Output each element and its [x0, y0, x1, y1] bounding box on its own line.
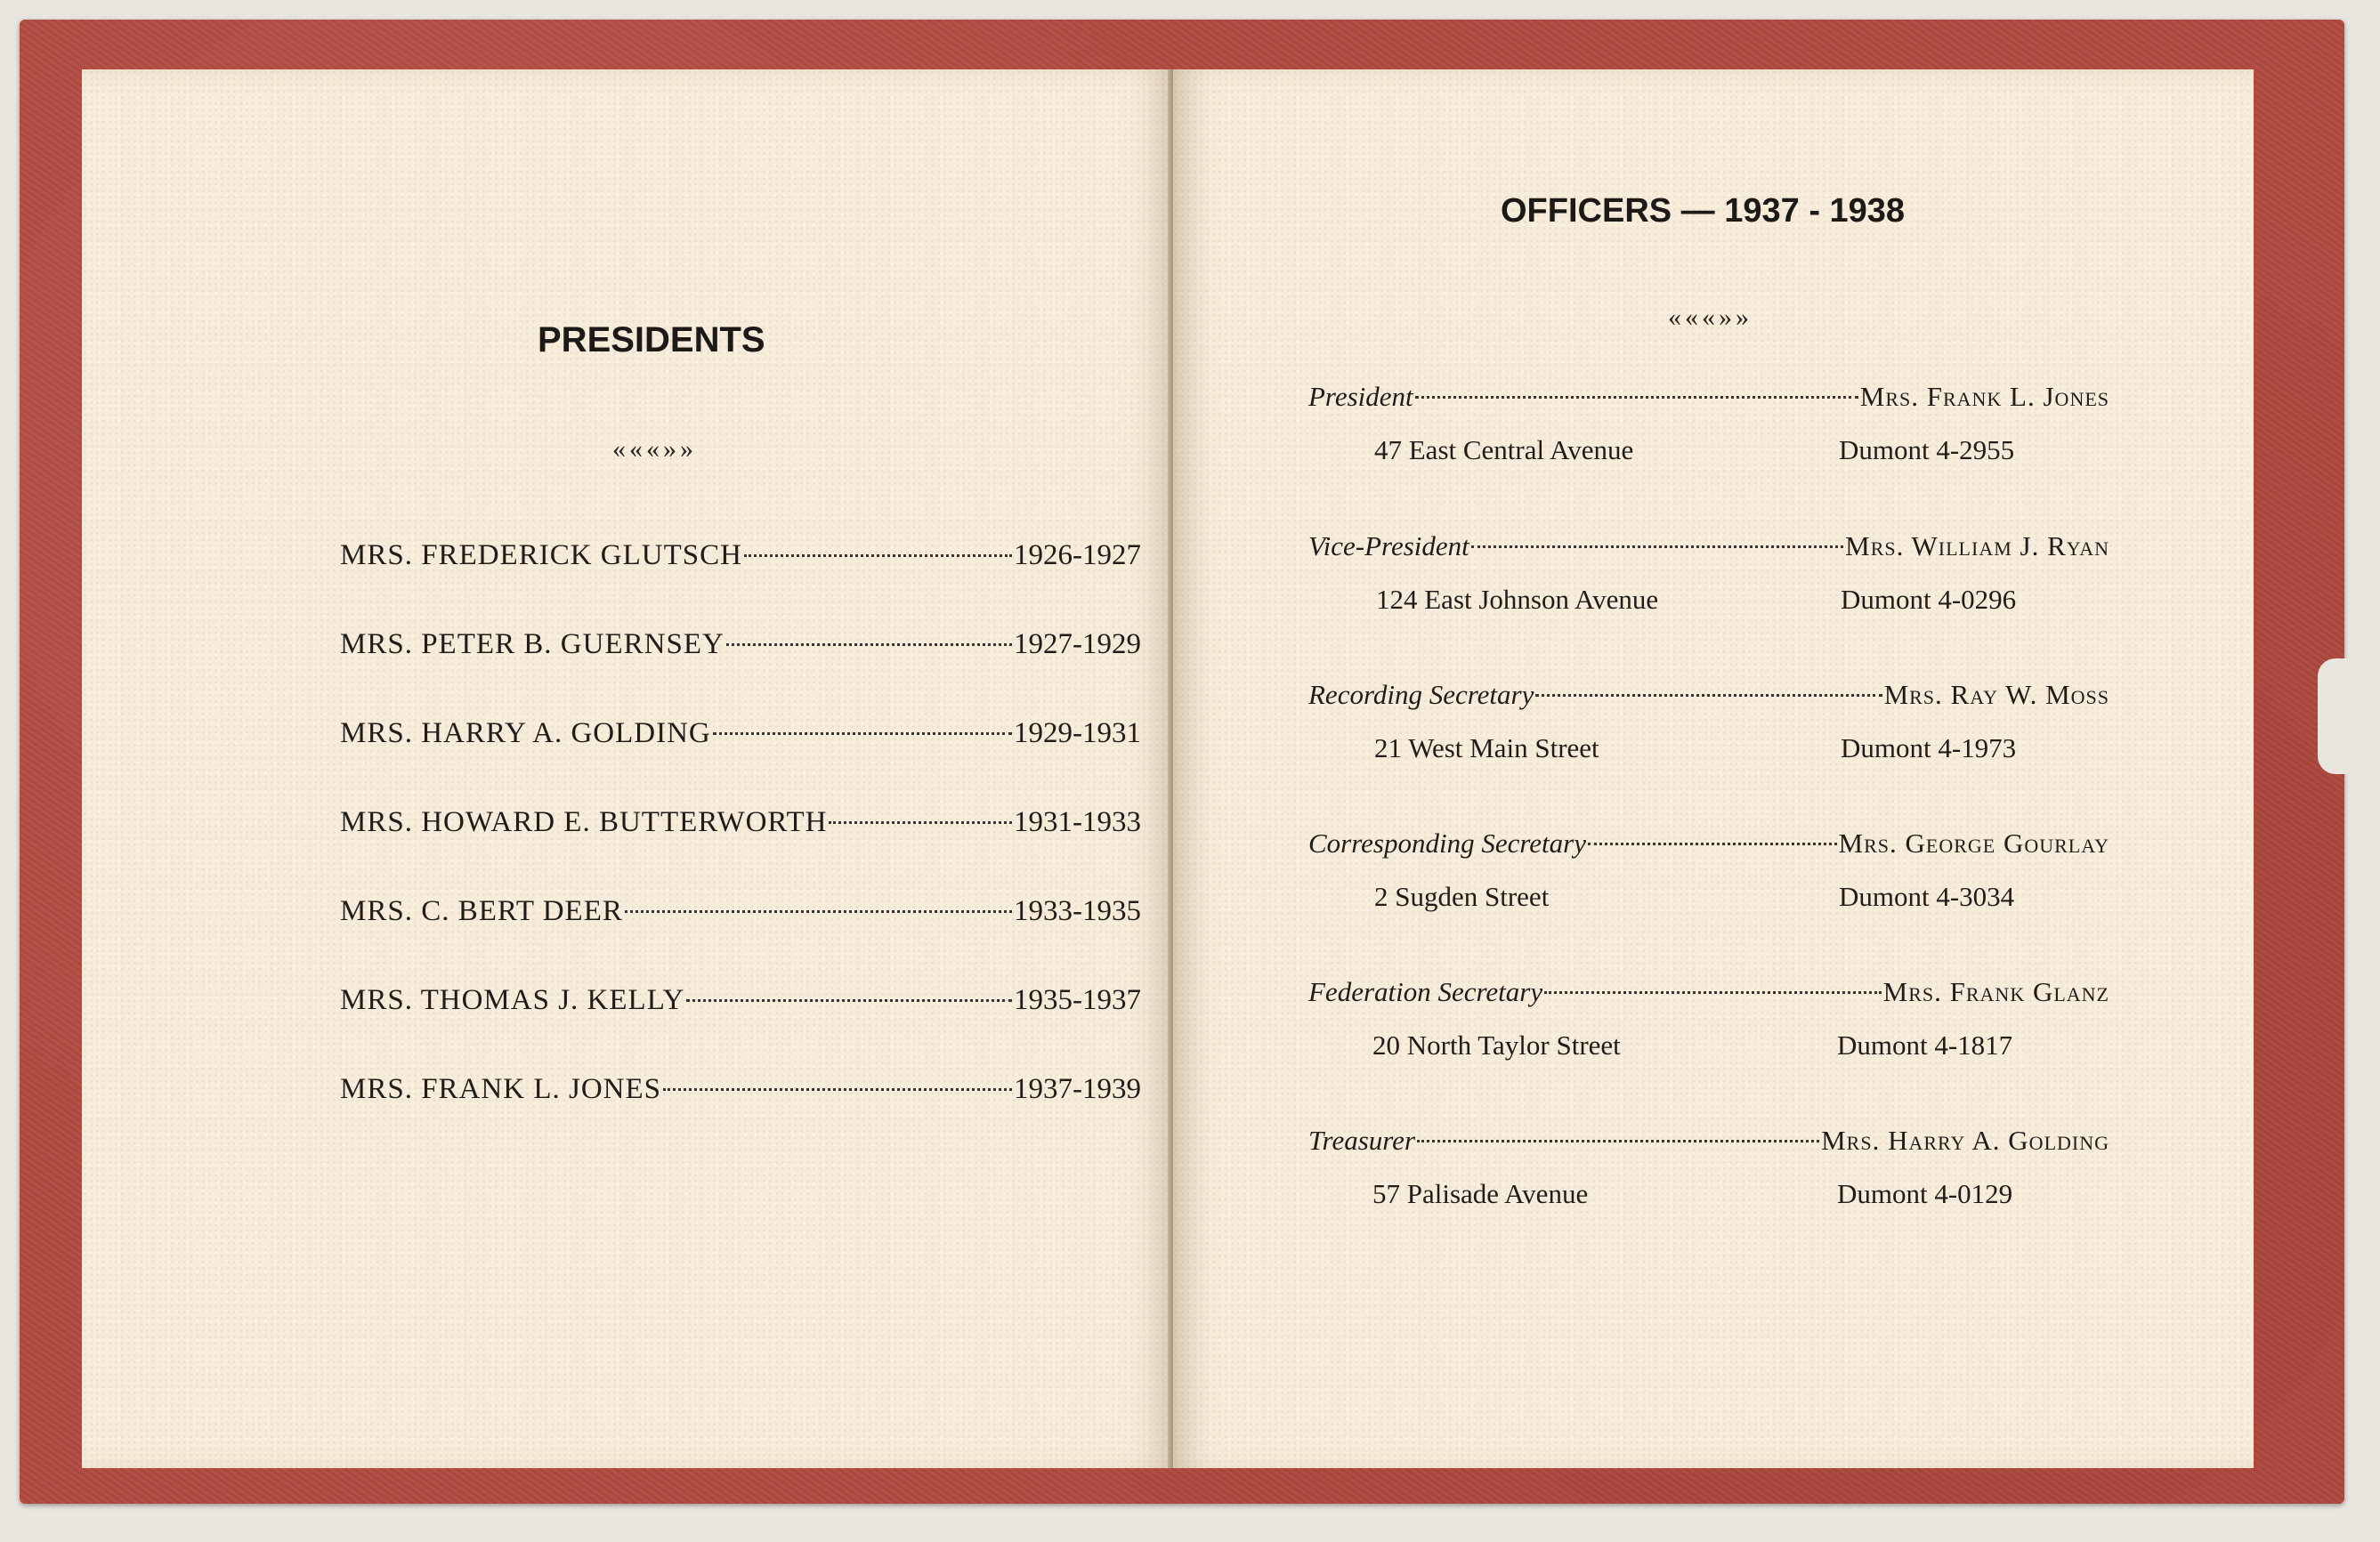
officer-row: [1308, 530, 2109, 569]
cover-notch: [2318, 658, 2353, 774]
president-row: [340, 1073, 1141, 1118]
officer-row: [1308, 976, 2109, 1015]
president-years: 1929-1931: [1014, 717, 1141, 749]
presidents-title: PRESIDENTS: [538, 320, 765, 359]
dot-leader: [829, 821, 1012, 824]
officer-phone: Dumont 4-1817: [1837, 1029, 2013, 1061]
officer-row: [1308, 1125, 2109, 1164]
president-years: 1927-1929: [1014, 628, 1141, 660]
dot-leader: [1471, 545, 1843, 548]
officers-title: OFFICERS — 1937 - 1938: [1501, 192, 1906, 230]
officer-address: 21 West Main Street: [1374, 732, 1599, 763]
dot-leader: [663, 1088, 1012, 1091]
president-name: MRS. C. BERT DEER: [340, 895, 623, 927]
officer-title: Recording Secretary: [1308, 679, 1534, 710]
president-row: [340, 539, 1141, 584]
dot-leader: [713, 732, 1012, 735]
officer-address: 2 Sugden Street: [1374, 881, 1550, 912]
officer-row: [1308, 381, 2109, 420]
officer-address: 57 Palisade Avenue: [1372, 1178, 1589, 1209]
dot-leader: [625, 910, 1012, 913]
officer-row: [1308, 828, 2109, 867]
officer-name: Mrs. Harry A. Golding: [1821, 1125, 2109, 1156]
left-ornament: «««»»: [612, 434, 697, 464]
dot-leader: [1544, 991, 1882, 994]
right-ornament: «««»»: [1668, 303, 1753, 332]
left-page: [82, 69, 1173, 1468]
dot-leader: [1415, 396, 1858, 399]
president-row: [340, 717, 1141, 762]
officer-title: Vice-President: [1308, 530, 1469, 561]
officer-name: Mrs. Frank Glanz: [1882, 976, 2109, 1007]
president-years: 1926-1927: [1014, 539, 1141, 571]
officer-name: Mrs. Frank L. Jones: [1859, 381, 2109, 412]
officer-title: President: [1308, 381, 1413, 412]
president-years: 1935-1937: [1014, 984, 1141, 1016]
president-row: [340, 628, 1141, 673]
president-years: 1931-1933: [1014, 806, 1141, 838]
officer-title: Corresponding Secretary: [1308, 828, 1586, 859]
officer-address: 47 East Central Avenue: [1374, 434, 1634, 465]
officer-row: [1308, 679, 2109, 718]
officer-title: Federation Secretary: [1308, 976, 1543, 1007]
president-name: MRS. THOMAS J. KELLY: [340, 984, 685, 1016]
officer-name: Mrs. George Gourlay: [1838, 828, 2109, 859]
president-years: 1933-1935: [1014, 895, 1141, 927]
officer-phone: Dumont 4-2955: [1839, 434, 2015, 465]
dot-leader: [1417, 1140, 1819, 1142]
dot-leader: [1535, 694, 1882, 697]
officer-address: 124 East Johnson Avenue: [1376, 584, 1659, 615]
dot-leader: [726, 643, 1012, 646]
officer-name: Mrs. William J. Ryan: [1845, 530, 2109, 561]
president-years: 1937-1939: [1014, 1073, 1141, 1105]
officer-name: Mrs. Ray W. Moss: [1883, 679, 2109, 710]
president-name: MRS. FRANK L. JONES: [340, 1073, 661, 1105]
dot-leader: [1588, 843, 1837, 845]
officer-phone: Dumont 4-0296: [1841, 584, 2017, 615]
officer-phone: Dumont 4-1973: [1841, 732, 2017, 763]
dot-leader: [686, 999, 1012, 1002]
officer-phone: Dumont 4-0129: [1837, 1178, 2013, 1209]
president-name: MRS. HOWARD E. BUTTERWORTH: [340, 806, 828, 838]
president-row: [340, 895, 1141, 940]
officer-title: Treasurer: [1308, 1125, 1416, 1156]
president-row: [340, 806, 1141, 851]
president-name: MRS. PETER B. GUERNSEY: [340, 628, 725, 660]
president-name: MRS. HARRY A. GOLDING: [340, 717, 711, 749]
officer-phone: Dumont 4-3034: [1839, 881, 2015, 912]
dot-leader: [744, 554, 1012, 557]
president-name: MRS. FREDERICK GLUTSCH: [340, 539, 742, 571]
president-row: [340, 984, 1141, 1029]
right-page: [1173, 69, 2254, 1468]
officer-address: 20 North Taylor Street: [1372, 1029, 1621, 1061]
